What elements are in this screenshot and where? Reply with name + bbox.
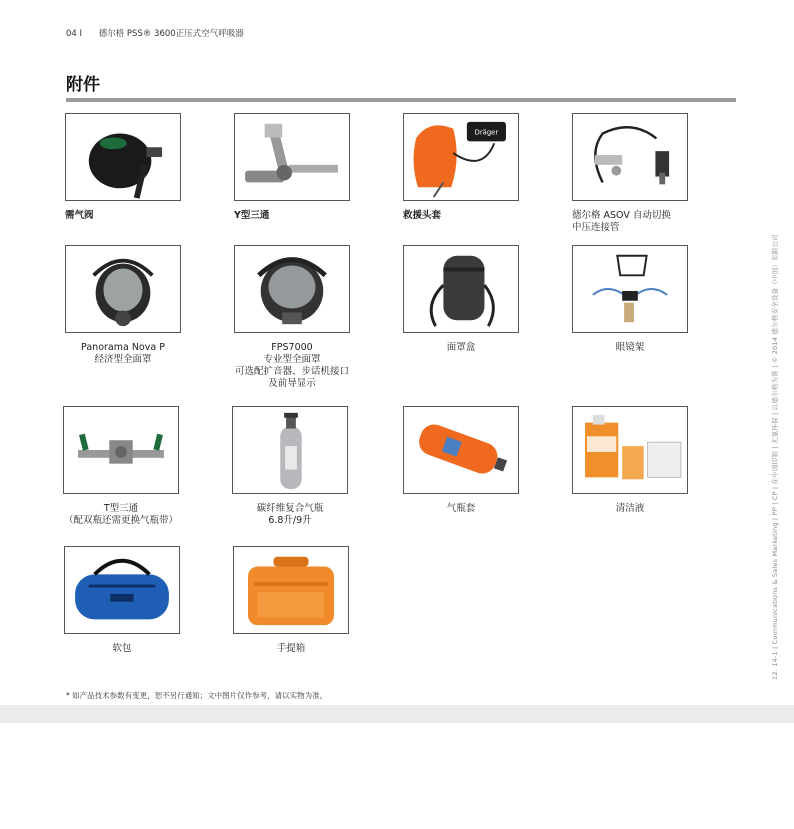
cylinder-cover-image [403, 406, 519, 494]
panorama-mask-image [65, 245, 181, 333]
item-caption: 需气阀 [65, 210, 94, 221]
item-caption: Panorama Nova P 经济型全面罩 [81, 342, 165, 365]
item-caption: T型三通 （配双瓶还需更换气瓶带） [63, 503, 178, 526]
item-caption: 软包 [112, 643, 132, 654]
footer-band [0, 705, 794, 723]
footnote: * 如产品技术参数有变更，恕不另行通知；文中图片仅作参考，请以实物为准。 [66, 691, 328, 700]
item-caption: 碳纤维复合气瓶 6.8升/9升 [256, 503, 324, 526]
demand-valve-image [65, 113, 181, 201]
mask-case-image [403, 245, 519, 333]
composite-cylinder-image [232, 406, 348, 494]
document-title: 德尔格 PSS® 3600正压式空气呼吸器 [98, 29, 244, 39]
spectacle-frame-image [572, 245, 688, 333]
cleaning-fluid-image [572, 406, 688, 494]
carry-case-image [233, 546, 349, 634]
item-caption: 面罩盒 [446, 342, 476, 353]
asov-hose-image [572, 113, 688, 201]
item-caption: 救援头套 [403, 210, 442, 221]
fps7000-mask-image [234, 245, 350, 333]
title-rule [66, 98, 736, 102]
page-number: 04 I [66, 29, 83, 39]
side-imprint: 12. 14-1 | Communications & Sales Marketing | PP | CP | 在中国印制 | 无氯环保 | 以德尔格为准 | © 2014 德尔格安全设备（中国）有限公司 [771, 234, 779, 680]
item-caption: 眼镜架 [615, 342, 645, 353]
soft-bag-image [64, 546, 180, 634]
item-caption: 手提箱 [276, 643, 306, 654]
t-connector-image [63, 406, 179, 494]
section-title: 附件 [66, 75, 100, 95]
item-caption: 气瓶套 [446, 503, 476, 514]
running-header [66, 27, 244, 39]
brand-label: Dräger [474, 128, 499, 137]
y-connector-image [234, 113, 350, 201]
item-caption: 清洁液 [615, 503, 645, 514]
rescue-hood-image [403, 113, 519, 201]
item-caption: 德尔格 ASOV 自动切换 中压连接管 [572, 210, 671, 233]
item-caption: Y型三通 [234, 210, 270, 221]
item-caption: FPS7000 专业型全面罩 可选配扩音器、步话机接口 及前导显示 [234, 342, 349, 389]
